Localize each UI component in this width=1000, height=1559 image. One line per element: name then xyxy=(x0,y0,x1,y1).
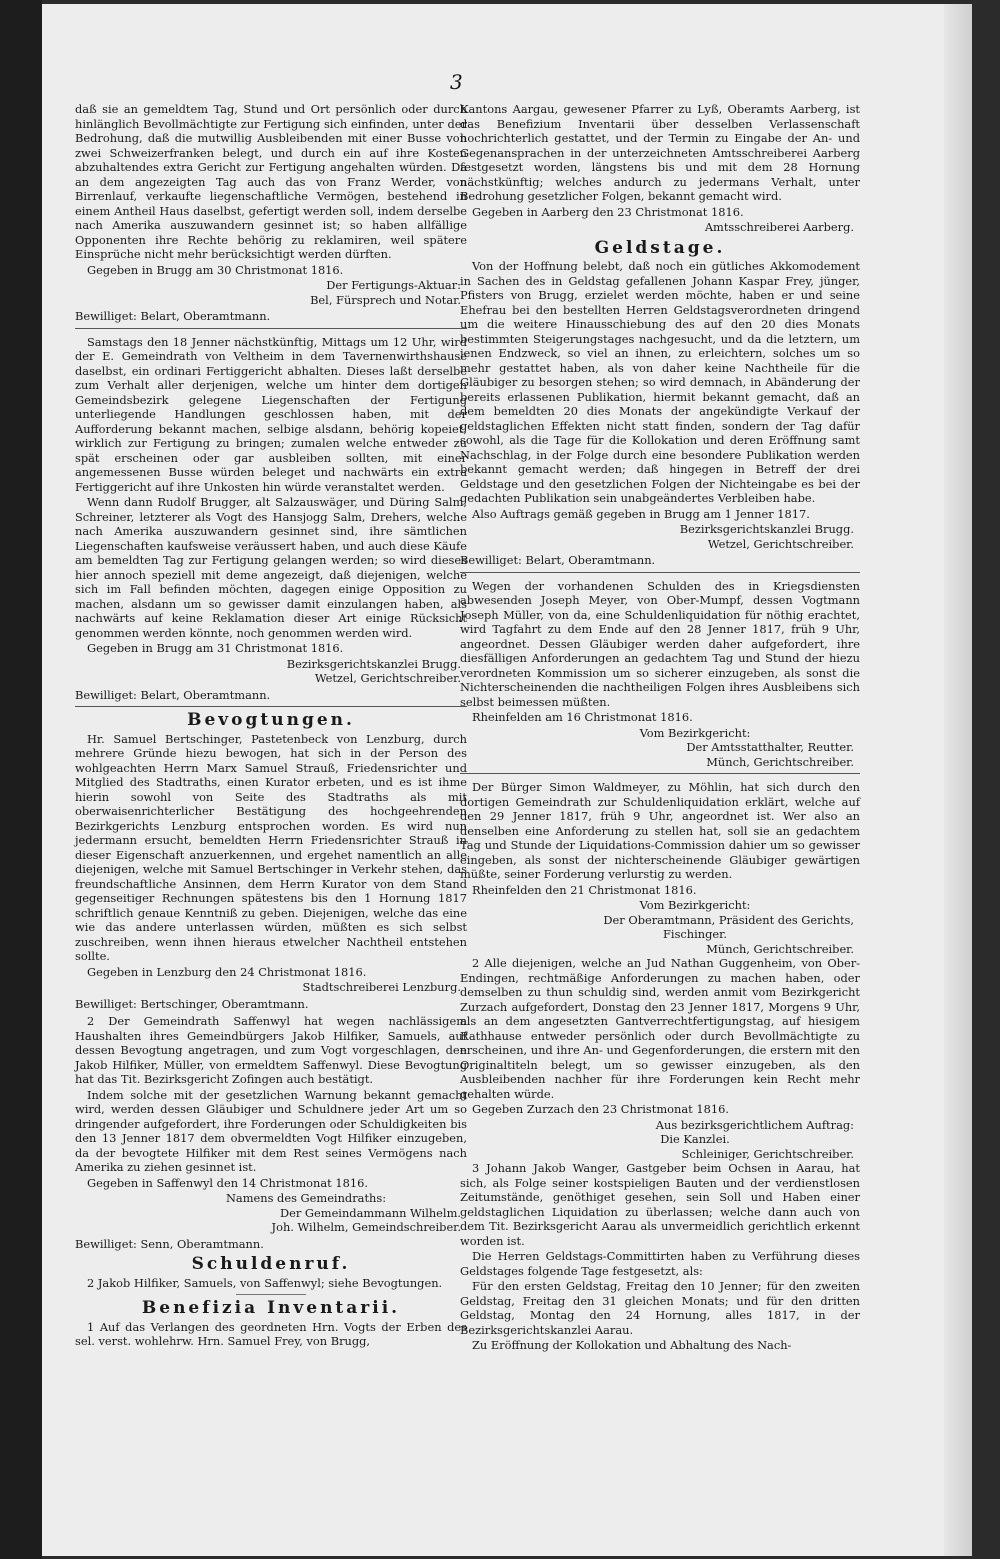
notice-text: 2 Jakob Hilfiker, Samuels, von Saffenwyl; siehe Bevogtungen. xyxy=(87,1275,443,1290)
notice-text: Hr. Samuel Bertschinger, Pastetenbeck von Lenzburg, durch mehrere Gründe hiezu bewogen, hat sich in der Person des wohlgeachten Herrn Marx Samuel Strauß, Friedensrichter und Mitglied des Stadtraths, einen Kurator erbeten, und es ist ihme hierin sowohl von Seite des Stadtraths als mit oberwaisenrichterlicher Bestätigung des hochgeehrenden Bezirkgerichts Lenzburg entsprochen worden. Es wird nun jedermann ersucht, bemeldten Herrn Friedensrichter Strauß in dieser Eigenschaft anzuerkennen, und ergehet namentlich an alle diejenigen, welche mit Samuel Bertschinger in Verkehr stehen, das freundschaftliche Ansinnen, dem Herrn Kurator von dem Stand gegenseitiger Rechnungen spätestens bis den 1 Hornung 1817 schriftlich genaue Kenntniß zu geben. Diejenigen, welche das eine wie das andere unterlassen würden, müßten es sich selbst zuschreiben, wenn ihnen hieraus etwelcher Nachtheil entstehen sollte. xyxy=(75,731,467,963)
notice-signature: Münch, Gerichtschreiber. xyxy=(706,941,854,956)
page-fold-shadow xyxy=(944,4,972,1556)
section-heading-benefizia: Benefizia Inventarii. xyxy=(141,1298,401,1318)
notice-text: 3 Johann Jakob Wanger, Gastgeber beim Ochsen in Aarau, hat sich, als Folge seiner kostspieligen Bauten und der verdienstlosen Zeitumstände, genöthiget gesehen, sein Soll und Haben einer geldstaglichen Liquidation zu überlassen; welche dann auch von dem Tit. Bezirksgericht Aarau als unvermeidlich gerichtlich erkennt worden ist. xyxy=(460,1161,860,1248)
section-heading-geldstage: Geldstage. xyxy=(594,237,726,258)
approval-line: Bewilliget: Belart, Oberamtmann. xyxy=(75,687,271,702)
scan-dark-edge xyxy=(0,0,42,1559)
section-rule xyxy=(460,773,860,774)
notice-date: Gegeben in Lenzburg den 24 Christmonat 1816. xyxy=(87,964,367,979)
notice-date: Rheinfelden den 21 Christmonat 1816. xyxy=(472,882,697,897)
notice-signature: Amtsschreiberei Aarberg. xyxy=(704,220,854,234)
notice-signature: Joh. Wilhelm, Gemeindschreiber. xyxy=(271,1220,461,1234)
section-rule xyxy=(75,328,467,329)
notice-signature: Fischinger. xyxy=(663,927,727,941)
left-column xyxy=(75,102,467,1350)
notice-signature: Der Fertigungs-Aktuar: xyxy=(326,278,461,292)
notice-date: Gegeben in Brugg am 30 Christmonat 1816. xyxy=(87,262,344,277)
notice-signature: Der Amtsstatthalter, Reutter. xyxy=(686,740,854,754)
notice-text: Wegen der vorhandenen Schulden des in Kriegsdiensten abwesenden Joseph Meyer, von Ober-Mumpf, dessen Vogtmann Joseph Müller, von da, eine Schuldenliquidation für nöthig erachtet, wird Tagfahrt zu dem Ende auf den 28 Jenner 1817, früh 9 Uhr, angeordnet. Dessen Gläubiger werden daher aufgefordert, ihre diesfälligen Anforderungen an gedachtem Tag und Stund der hiezu verordneten Kommission um so sicherer einzugeben, als sonst die Nichterscheinenden die nachtheiligen Folgen ihres Ausbleibens sich selbst beimessen müßten. xyxy=(460,578,860,709)
notice-date: Rheinfelden am 16 Christmonat 1816. xyxy=(472,710,693,724)
notice-signature: Bezirksgerichtskanzlei Brugg. xyxy=(286,656,461,671)
notice-text: Samstags den 18 Jenner nächstkünftig, Mittags um 12 Uhr, wird der E. Gemeindrath von Veltheim in dem Tavernenwirthshause daselbst, ein ordinari Fertiggericht abhalten. Dieses laßt derselbe zum Verhalt aller derjenigen, welche um hinter dem dortigen Gemeindsbezirk gelegene Liegenschaften der Fertigung unterliegende Handlungen geschlossen haben, mit der Aufforderung bekannt machen, selbige alsdann, behörig kopeiet, wirklich zur Fertigung zu bringen; zumalen welche entweder zu spät erscheinen oder gar ausbleiben sollten, mit einer angemessenen Busse würden beleget und nachwärts ein extra Fertiggericht auf ihre Unkosten hin würde veranstaltet werden. xyxy=(75,334,467,494)
notice-date: Gegeben in Saffenwyl den 14 Christmonat 1816. xyxy=(87,1175,368,1190)
approval-line: Bewilliget: Bertschinger, Oberamtmann. xyxy=(75,996,309,1011)
notice-signature: Vom Bezirkgericht: xyxy=(639,898,751,912)
notice-text: Für den ersten Geldstag, Freitag den 10 Jenner; für den zweiten Geldstag, Freitag den 31 gleichen Monats; und für den dritten Geldstag, Montag den 24 Hornung, alles 1817, in der Bezirksgerichtskanzlei Aarau. xyxy=(460,1279,860,1337)
notice-date: Also Auftrags gemäß gegeben in Brugg am 1 Jenner 1817. xyxy=(472,506,810,521)
notice-text: Zu Eröffnung der Kollokation und Abhaltung des Nach- xyxy=(472,1338,792,1352)
notice-text: Indem solche mit der gesetzlichen Warnung bekannt gemacht wird, werden dessen Gläubiger und Schuldnere jeder Art um so dringender aufgefordert, ihre Forderungen oder Schuldigkeiten bis den 13 Jenner 1817 dem obvermeldten Vogt Hilfiker einzugeben, da der bevogtete Hilfiker mit dem Rest seines Vermögens nach Amerika zu ziehen gesinnet ist. xyxy=(75,1087,467,1174)
notice-signature: Namens des Gemeindraths: xyxy=(225,1191,387,1205)
notice-text: Die Herren Geldstags-Committirten haben zu Verführung dieses Geldstages folgende Tage festgesetzt, als: xyxy=(460,1249,860,1278)
notice-text: 2 Alle diejenigen, welche an Jud Nathan Guggenheim, von Ober-Endingen, rechtmäßige Anforderungen zu machen haben, oder demselben zu thun schuldig sind, werden anmit vom Bezirkgericht Zurzach aufgefordert, Donstag den 23 Jenner 1817, Morgens 9 Uhr, als an dem angesetzten Gantverrechtfertigungstag, auf hiesigem Rathhause entweder persönlich oder durch Bevollmächtigte zu erscheinen, und ihre An- und Gegenforderungen, die erstern mit den Originaltiteln belegt, um so gewisser einzugeben, als den Ausbleibenden nachher für ihre Forderungen kein Recht mehr gehalten würde. xyxy=(460,956,860,1101)
right-column xyxy=(460,102,860,1354)
notice-signature: Vom Bezirkgericht: xyxy=(639,725,751,740)
notice-text: Wenn dann Rudolf Brugger, alt Salzauswäger, und Düring Salm, Schreiner, letzterer als Vogt des Hansjogg Salm, Drehers, welche nach Amerika auszuwandern gesinnet sind, ihre sämtlichen Liegenschaften kaufsweise veräussert haben, und auch diese Käufe am bemeldten Tag zur Fertigung gelangen werden; so wird dieses hier annoch speziell mit deme angezeigt, daß diejenigen, welche sich im Fall befinden möchten, dagegen einige Opposition zu machen, alsdann um so gewisser damit einzulangen haben, als nachwärts auf keine Reklamation dieser Art einige Rücksicht genommen werden könnte, noch genommen werden wird. xyxy=(75,495,467,640)
approval-line: Bewilliget: Senn, Oberamtmann. xyxy=(75,1236,264,1251)
notice-text: 2 Der Gemeindrath Saffenwyl hat wegen nachlässigem Haushalten ihres Gemeindbürgers Jakob Hilfiker, Samuels, auf dessen Bevogtung angetragen, und zum Vogt vorgeschlagen, den Jakob Hilfiker, Müller, von ermeldtem Saffenwyl. Diese Bevogtung hat das Tit. Bezirksgericht Zofingen auch bestätigt. xyxy=(75,1014,467,1086)
notice-text: Der Bürger Simon Waldmeyer, zu Möhlin, hat sich durch den dortigen Gemeindrath zur Schuldenliquidation erklärt, welche auf den 29 Jenner 1817, früh 9 Uhr, angeordnet ist. Wer also an denselben eine Anforderung zu stellen hat, soll sie an gedachtem Tag und Stunde der Liquidations-Commission dahier um so gewisser eingeben, als sonst der nichterscheinende Gläubiger gewärtigen müßte, seiner Forderung verlurstig zu werden. xyxy=(460,780,860,881)
approval-line: Bewilliget: Belart, Oberamtmann. xyxy=(75,309,271,323)
notice-signature: Schleiniger, Gerichtschreiber. xyxy=(681,1146,854,1161)
section-rule xyxy=(236,1294,306,1295)
section-heading-schuldenruf: Schuldenruf. xyxy=(191,1254,351,1274)
notice-signature: Bezirksgerichtskanzlei Brugg. xyxy=(679,522,854,536)
notice-signature: Stadtschreiberei Lenzburg. xyxy=(302,980,461,994)
notice-signature: Der Gemeindammann Wilhelm. xyxy=(279,1205,461,1220)
section-heading-bevogtungen: Bevogtungen. xyxy=(187,710,355,730)
notice-signature: Wetzel, Gerichtschreiber. xyxy=(707,536,854,551)
approval-line: Bewilliget: Belart, Oberamtmann. xyxy=(460,553,656,567)
notice-text: Von der Hoffnung belebt, daß noch ein gütliches Akkomodement in Sachen des in Geldstag gefallenen Johann Kaspar Frey, jünger, Pfisters von Brugg, erzielet werden möchte, haben er und seine Ehefrau bei den bestellten Herren Geldstagsverordneten dringend um die weitere Hinausschiebung des auf den 20 dies Monats bestimmten Steigerungstages nachgesucht, und da die letztern, um jenen Endzweck, so viel an ihnen, zu erleichtern, solches um so mehr gestattet haben, als von daher keine Nachtheile für die Gläubiger zu besorgen stehen; so wird demnach, in Abänderung der bereits erlassenen Publikation, hiermit bekannt gemacht, daß an dem bemeldten 20 dies Monats der angekündigte Verkauf der geldstaglichen Effekten nicht statt finden, sondern der Tag dafür sowohl, als die Tage für die Kollokation und deren Eröffnung samt Nachschlag, in der Folge durch eine besondere Publikation werden bekannt gemacht werden; daß hingegen in Betreff der drei Geldstage und den gesetzlichen Folgen der Nichteingabe es bei der gedachten Publikation sein unabgeändertes Verbleiben habe. xyxy=(460,259,860,505)
notice-signature: Der Oberamtmann, Präsident des Gerichts, xyxy=(603,912,854,927)
notice-signature: Die Kanzlei. xyxy=(660,1132,730,1146)
notice-text: 1 Auf das Verlangen des geordneten Hrn. Vogts der Erben des sel. verst. wohlehrw. Hrn. Samuel Frey, von Brugg, xyxy=(75,1319,467,1348)
section-rule xyxy=(460,572,860,573)
page-number: 3 xyxy=(450,70,463,94)
notice-text: Kantons Aargau, gewesener Pfarrer zu Lyß, Oberamts Aarberg, ist das Benefizium Inventarii über desselben Verlassenschaft hochrichterlich gestattet, und der Termin zu Eingabe der An- und Gegenansprachen in der unterzeichneten Amtsschreiberei Aarberg festgesetzt worden, längstens bis und mit dem 28 Hornung nächstkünftig; welches andurch zu jedermans Verhalt, unter Bedrohung gesetzlicher Folgen, bekannt gemacht wird. xyxy=(460,102,860,203)
notice-date: Gegeben in Aarberg den 23 Christmonat 1816. xyxy=(472,204,744,219)
section-rule xyxy=(75,706,467,707)
notice-signature: Münch, Gerichtschreiber. xyxy=(706,754,854,769)
notice-signature: Wetzel, Gerichtschreiber. xyxy=(314,671,461,685)
notice-text: daß sie an gemeldtem Tag, Stund und Ort persönlich oder durch hinlänglich Bevollmächtigte zur Fertigung sich einfinden, unter der Bedrohung, daß die mutwillig Ausbleibenden mit einer Busse von zwei Schweizerfranken belegt, und durch ein auf ihre Kosten abzuhaltendes extra Gericht zur Fertigung angehalten würden. Da an dem angezeigten Tag auch das von Franz Werder, von Birrenlauf, verkaufte liegenschaftliche Vermögen, bestehend in einem Antheil Haus daselbst, gefertigt werden soll, indem derselbe nach Amerika auszuwandern gesinnet ist; so haben allfällige Opponenten ihre Rechte behörig zu reklamiren, weil spätere Einsprüche nicht mehr berücksichtigt werden dürften. xyxy=(75,102,467,261)
newspaper-page xyxy=(42,4,972,1556)
notice-signature: Aus bezirksgerichtlichem Auftrag: xyxy=(655,1117,854,1132)
notice-signature: Bel, Fürsprech und Notar. xyxy=(310,292,461,307)
notice-date: Gegeben Zurzach den 23 Christmonat 1816. xyxy=(472,1102,729,1116)
notice-date: Gegeben in Brugg am 31 Christmonat 1816. xyxy=(87,641,344,655)
